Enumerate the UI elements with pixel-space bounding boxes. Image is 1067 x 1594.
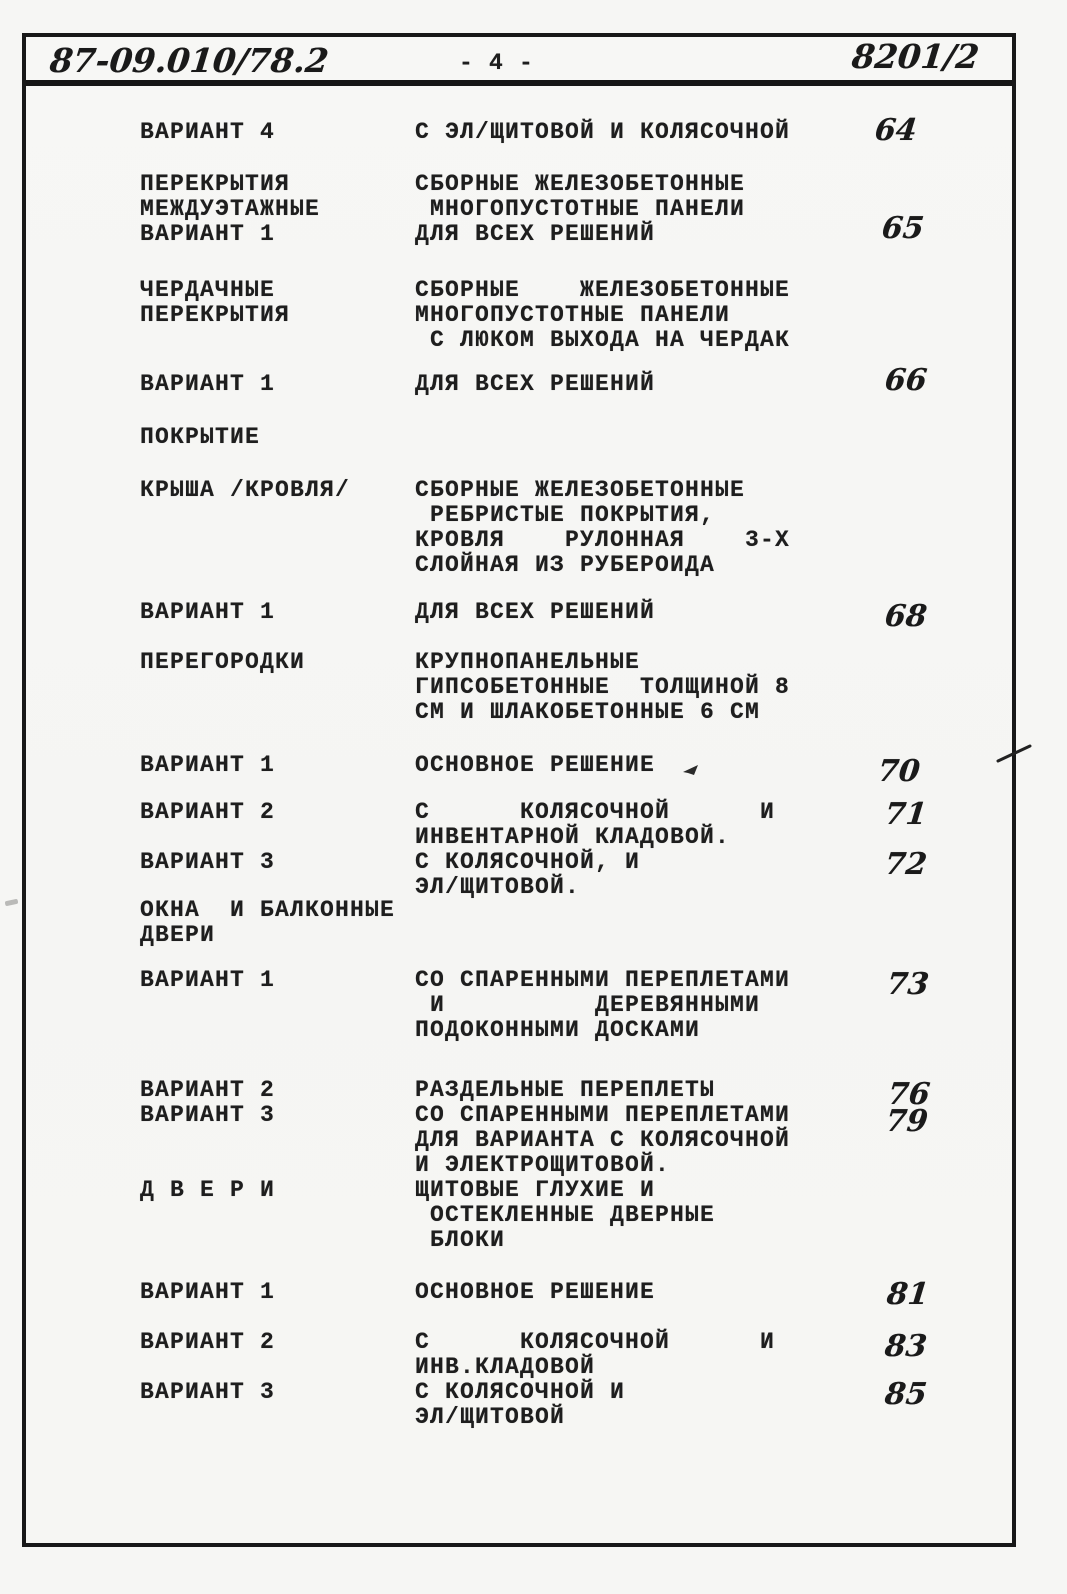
entry-term-line: ВАРИАНТ 2	[140, 1077, 276, 1103]
entry-desc-line: ИНВЕНТАРНОЙ КЛАДОВОЙ.	[415, 824, 731, 850]
entry-page-number: 66	[883, 363, 929, 398]
ink-blot-mark	[682, 764, 702, 778]
entry-desc-line: ОСНОВНОЕ РЕШЕНИЕ	[415, 1279, 656, 1305]
entry-term	[140, 600, 275, 625]
entry-desc-line: СО СПАРЕННЫМИ ПЕРЕПЛЕТАМИ	[415, 967, 791, 993]
page-number-label: - 4 -	[459, 50, 535, 76]
entry-page-number: 64	[873, 113, 919, 148]
entry-term-line: ВАРИАНТ 1	[140, 752, 276, 778]
entry-term-line: ДВЕРИ	[140, 922, 216, 948]
entry-term	[140, 898, 395, 948]
entry-desc-line: ДЛЯ ВАРИАНТА С КОЛЯСОЧНОЙ	[415, 1127, 791, 1153]
entry-description	[415, 600, 655, 625]
entry-term	[140, 478, 350, 503]
page-frame	[22, 33, 1016, 1547]
entry-term	[140, 753, 275, 778]
entry-term-line: КРЫША /КРОВЛЯ/	[140, 477, 351, 503]
entry-term	[140, 172, 320, 247]
entry-term-line: ПЕРЕКРЫТИЯ	[140, 302, 291, 328]
entry-desc-line: СБОРНЫЕ ЖЕЛЕЗОБЕТОННЫЕ	[415, 477, 746, 503]
entry-term-line: ВАРИАНТ 3	[140, 1379, 276, 1405]
entry-description	[415, 1078, 715, 1103]
entry-term-line: ЧЕРДАЧНЫЕ	[140, 277, 276, 303]
entry-desc-line: СЛОЙНАЯ ИЗ РУБЕРОИДА	[415, 552, 716, 578]
entry-description	[415, 1380, 625, 1430]
sheet-code: 8201/2	[850, 37, 981, 76]
entry-page-number: 70	[876, 754, 922, 789]
entry-desc-line: ОСТЕКЛЕННЫЕ ДВЕРНЫЕ	[415, 1202, 716, 1228]
entry-term	[140, 1330, 275, 1355]
entry-desc-line: С ЭЛ/ЩИТОВОЙ И КОЛЯСОЧНОЙ	[415, 119, 791, 145]
entry-desc-line: ДЛЯ ВСЕХ РЕШЕНИЙ	[415, 221, 656, 247]
entry-desc-line: РАЗДЕЛЬНЫЕ ПЕРЕПЛЕТЫ	[415, 1077, 716, 1103]
entry-page-number: 81	[885, 1277, 931, 1312]
entry-desc-line: ПОДОКОННЫМИ ДОСКАМИ	[415, 1017, 701, 1043]
entry-desc-line: ГИПСОБЕТОННЫЕ ТОЛЩИНОЙ 8	[415, 674, 791, 700]
entry-term	[140, 120, 275, 145]
entry-term-line: ВАРИАНТ 1	[140, 967, 276, 993]
entry-desc-line: С ЛЮКОМ ВЫХОДА НА ЧЕРДАК	[415, 327, 791, 353]
entry-description	[415, 800, 775, 850]
entry-description	[415, 850, 640, 900]
entry-term-line: ВАРИАНТ 2	[140, 799, 276, 825]
entry-term	[140, 425, 260, 450]
entry-term	[140, 1178, 275, 1203]
entry-term-line: ОКНА И БАЛКОННЫЕ	[140, 897, 396, 923]
entry-description	[415, 753, 655, 778]
entry-desc-line: ЭЛ/ЩИТОВОЙ	[415, 1404, 566, 1430]
entry-description	[415, 120, 790, 145]
entry-page-number: 71	[883, 797, 929, 832]
entry-desc-line: И ЭЛЕКТРОЩИТОВОЙ.	[415, 1152, 671, 1178]
entry-term	[140, 800, 275, 825]
entry-term	[140, 1380, 275, 1405]
entry-desc-line: ДЛЯ ВСЕХ РЕШЕНИЙ	[415, 371, 656, 397]
entry-page-number: 83	[883, 1329, 929, 1364]
entry-desc-line: ИНВ.КЛАДОВОЙ	[415, 1354, 596, 1380]
entry-term-line: ВАРИАНТ 3	[140, 1102, 276, 1128]
entry-page-number: 79	[884, 1104, 930, 1139]
entry-term	[140, 372, 275, 397]
entry-desc-line: СБОРНЫЕ ЖЕЛЕЗОБЕТОННЫЕ	[415, 277, 791, 303]
entry-desc-line: СБОРНЫЕ ЖЕЛЕЗОБЕТОННЫЕ	[415, 171, 746, 197]
entry-term-line: ПЕРЕКРЫТИЯ	[140, 171, 291, 197]
pen-tick-mark	[996, 740, 1036, 766]
entry-desc-line: СО СПАРЕННЫМИ ПЕРЕПЛЕТАМИ	[415, 1102, 791, 1128]
entry-desc-line: КРУПНОПАНЕЛЬНЫЕ	[415, 649, 641, 675]
entry-description	[415, 1103, 790, 1178]
entry-description	[415, 372, 655, 397]
entry-term	[140, 968, 275, 993]
entry-term-line: ВАРИАНТ 2	[140, 1329, 276, 1355]
entry-desc-line: С КОЛЯСОЧНОЙ И	[415, 1329, 776, 1355]
entry-term	[140, 1078, 275, 1103]
entry-page-number: 76	[886, 1077, 932, 1112]
entry-description	[415, 1330, 775, 1380]
entry-desc-line: ЩИТОВЫЕ ГЛУХИЕ И	[415, 1177, 656, 1203]
entry-term-line: ВАРИАНТ 1	[140, 221, 276, 247]
entry-desc-line: МНОГОПУСТОТНЫЕ ПАНЕЛИ	[415, 302, 731, 328]
entry-desc-line: МНОГОПУСТОТНЫЕ ПАНЕЛИ	[415, 196, 746, 222]
entry-page-number: 65	[880, 211, 926, 246]
entry-desc-line: С КОЛЯСОЧНОЙ И	[415, 799, 776, 825]
entry-desc-line: ЭЛ/ЩИТОВОЙ.	[415, 874, 581, 900]
entry-description	[415, 172, 745, 247]
document-code: 87-09.010/78.2	[48, 41, 331, 80]
title-block-header	[26, 37, 1012, 86]
entry-desc-line: С КОЛЯСОЧНОЙ, И	[415, 849, 641, 875]
entry-page-number: 85	[883, 1377, 929, 1412]
entry-description	[415, 968, 790, 1043]
entry-term-line: ВАРИАНТ 4	[140, 119, 276, 145]
entry-desc-line: БЛОКИ	[415, 1227, 506, 1253]
entry-desc-line: СМ И ШЛАКОБЕТОННЫЕ 6 СМ	[415, 699, 761, 725]
entry-term-line: ВАРИАНТ 3	[140, 849, 276, 875]
entry-desc-line: РЕБРИСТЫЕ ПОКРЫТИЯ,	[415, 502, 716, 528]
entry-term	[140, 278, 290, 328]
entry-description	[415, 278, 790, 353]
entry-description	[415, 650, 790, 725]
entry-page-number: 68	[883, 599, 929, 634]
entry-desc-line: С КОЛЯСОЧНОЙ И	[415, 1379, 626, 1405]
entry-desc-line: ДЛЯ ВСЕХ РЕШЕНИЙ	[415, 599, 656, 625]
entry-page-number: 72	[883, 847, 929, 882]
smudge-mark	[5, 899, 19, 907]
entry-description	[415, 1280, 655, 1305]
entry-term-line: ВАРИАНТ 1	[140, 599, 276, 625]
entry-term	[140, 650, 305, 675]
entry-page-number: 73	[885, 967, 931, 1002]
entry-term-line: ВАРИАНТ 1	[140, 1279, 276, 1305]
entry-desc-line: И ДЕРЕВЯННЫМИ	[415, 992, 761, 1018]
entry-desc-line: ОСНОВНОЕ РЕШЕНИЕ	[415, 752, 656, 778]
entry-desc-line: КРОВЛЯ РУЛОННАЯ 3-Х	[415, 527, 791, 553]
entry-term-line: МЕЖДУЭТАЖНЫЕ	[140, 196, 321, 222]
entry-term-line: ПЕРЕГОРОДКИ	[140, 649, 306, 675]
entry-description	[415, 1178, 715, 1253]
entry-term	[140, 1103, 275, 1128]
entry-term	[140, 1280, 275, 1305]
entry-term-line: ВАРИАНТ 1	[140, 371, 276, 397]
entry-description	[415, 478, 790, 578]
entry-term-line: Д В Е Р И	[140, 1177, 276, 1203]
entry-term-line: ПОКРЫТИЕ	[140, 424, 261, 450]
entry-term	[140, 850, 275, 875]
